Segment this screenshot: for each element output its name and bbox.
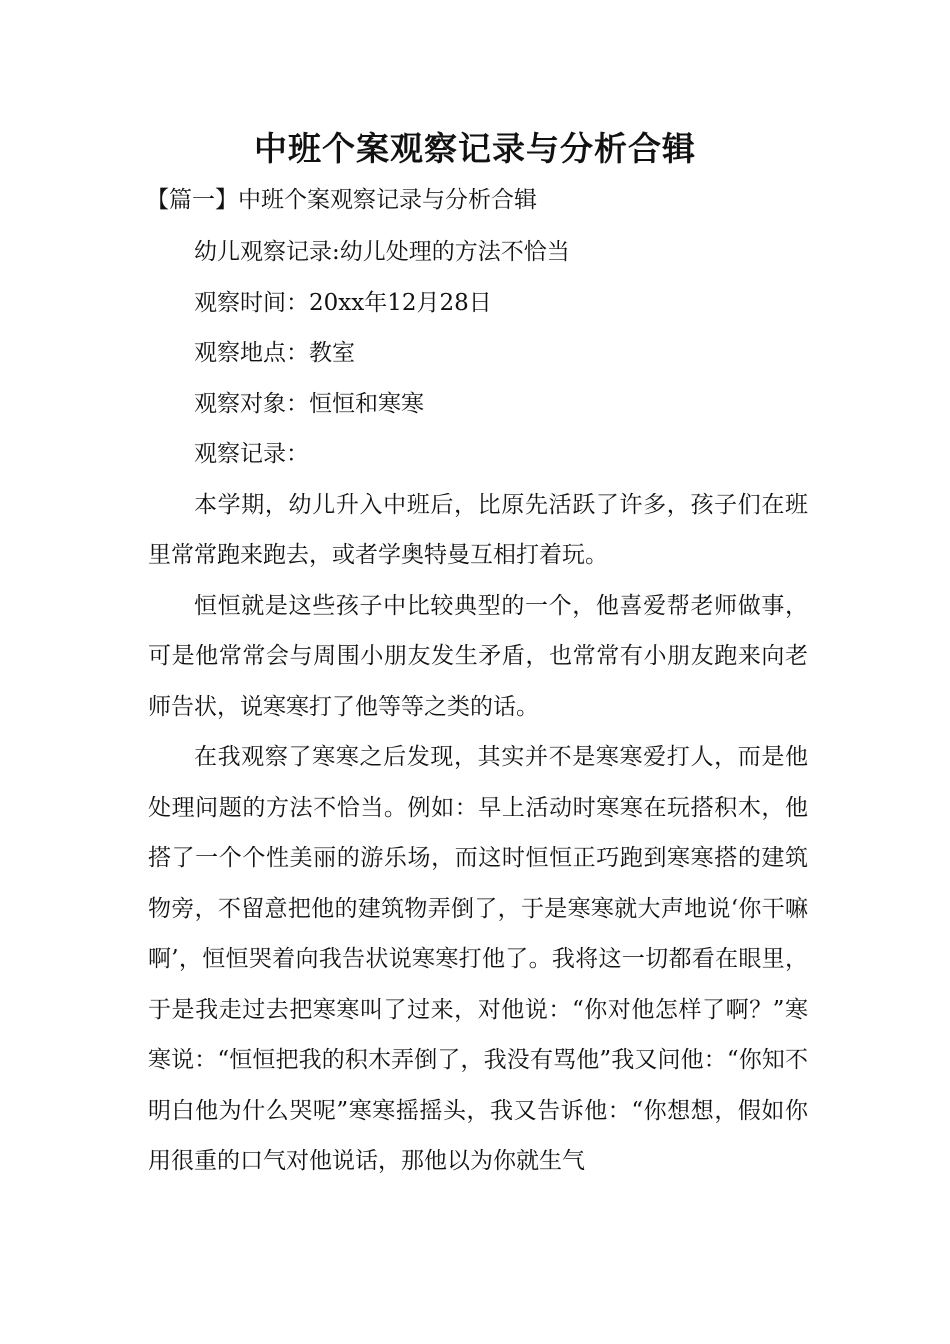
observation-target-line: 观察对象：恒恒和寒寒 (194, 390, 424, 417)
body-paragraph: 本学期，幼儿升入中班后，比原先活跃了许多，孩子们在班里常常跑来跑去，或者学奥特曼互相打着玩。 (148, 491, 808, 568)
document-body (148, 227, 808, 1187)
observation-record-label: 观察记录： (194, 441, 309, 467)
observation-location-line: 观察地点：教室 (194, 340, 355, 366)
observation-subject-line: 幼儿观察记录:幼儿处理的方法不恰当 (194, 239, 570, 265)
section-heading: 【篇一】中班个案观察记录与分析合辑 (146, 187, 537, 213)
body-paragraph: 恒恒就是这些孩子中比较典型的一个，他喜爱帮老师做事，可是他常常会与周围小朋友发生矛盾，也常常有小朋友跑来向老师告状，说寒寒打了他等等之类的话。 (148, 592, 808, 720)
observation-time-line: 观察时间：20xx年12月28日 (194, 289, 492, 316)
body-paragraph: 在我观察了寒寒之后发现，其实并不是寒寒爱打人，而是他处理问题的方法不恰当。例如：早上活动时寒寒在玩搭积木，他搭了一个个性美丽的游乐场，而这时恒恒正巧跑到寒寒搭的建筑物旁，不留意把他的建筑物弄倒了，于是寒寒就大声地说‘你干嘛啊’，恒恒哭着向我告状说寒寒打他了。我将这一切都看在眼里，于是我走过去把寒寒叫了过来，对他说：“你对他怎样了啊？”寒寒说：“恒恒把我的积木弄倒了，我没有骂他”我又问他：“你知不明白他为什么哭呢”寒寒摇摇头，我又告诉他：“你想想，假如你用很重的口气对他说话，那他以为你就生气 (148, 744, 808, 1174)
document-title: 中班个案观察记录与分析合辑 (254, 129, 696, 168)
